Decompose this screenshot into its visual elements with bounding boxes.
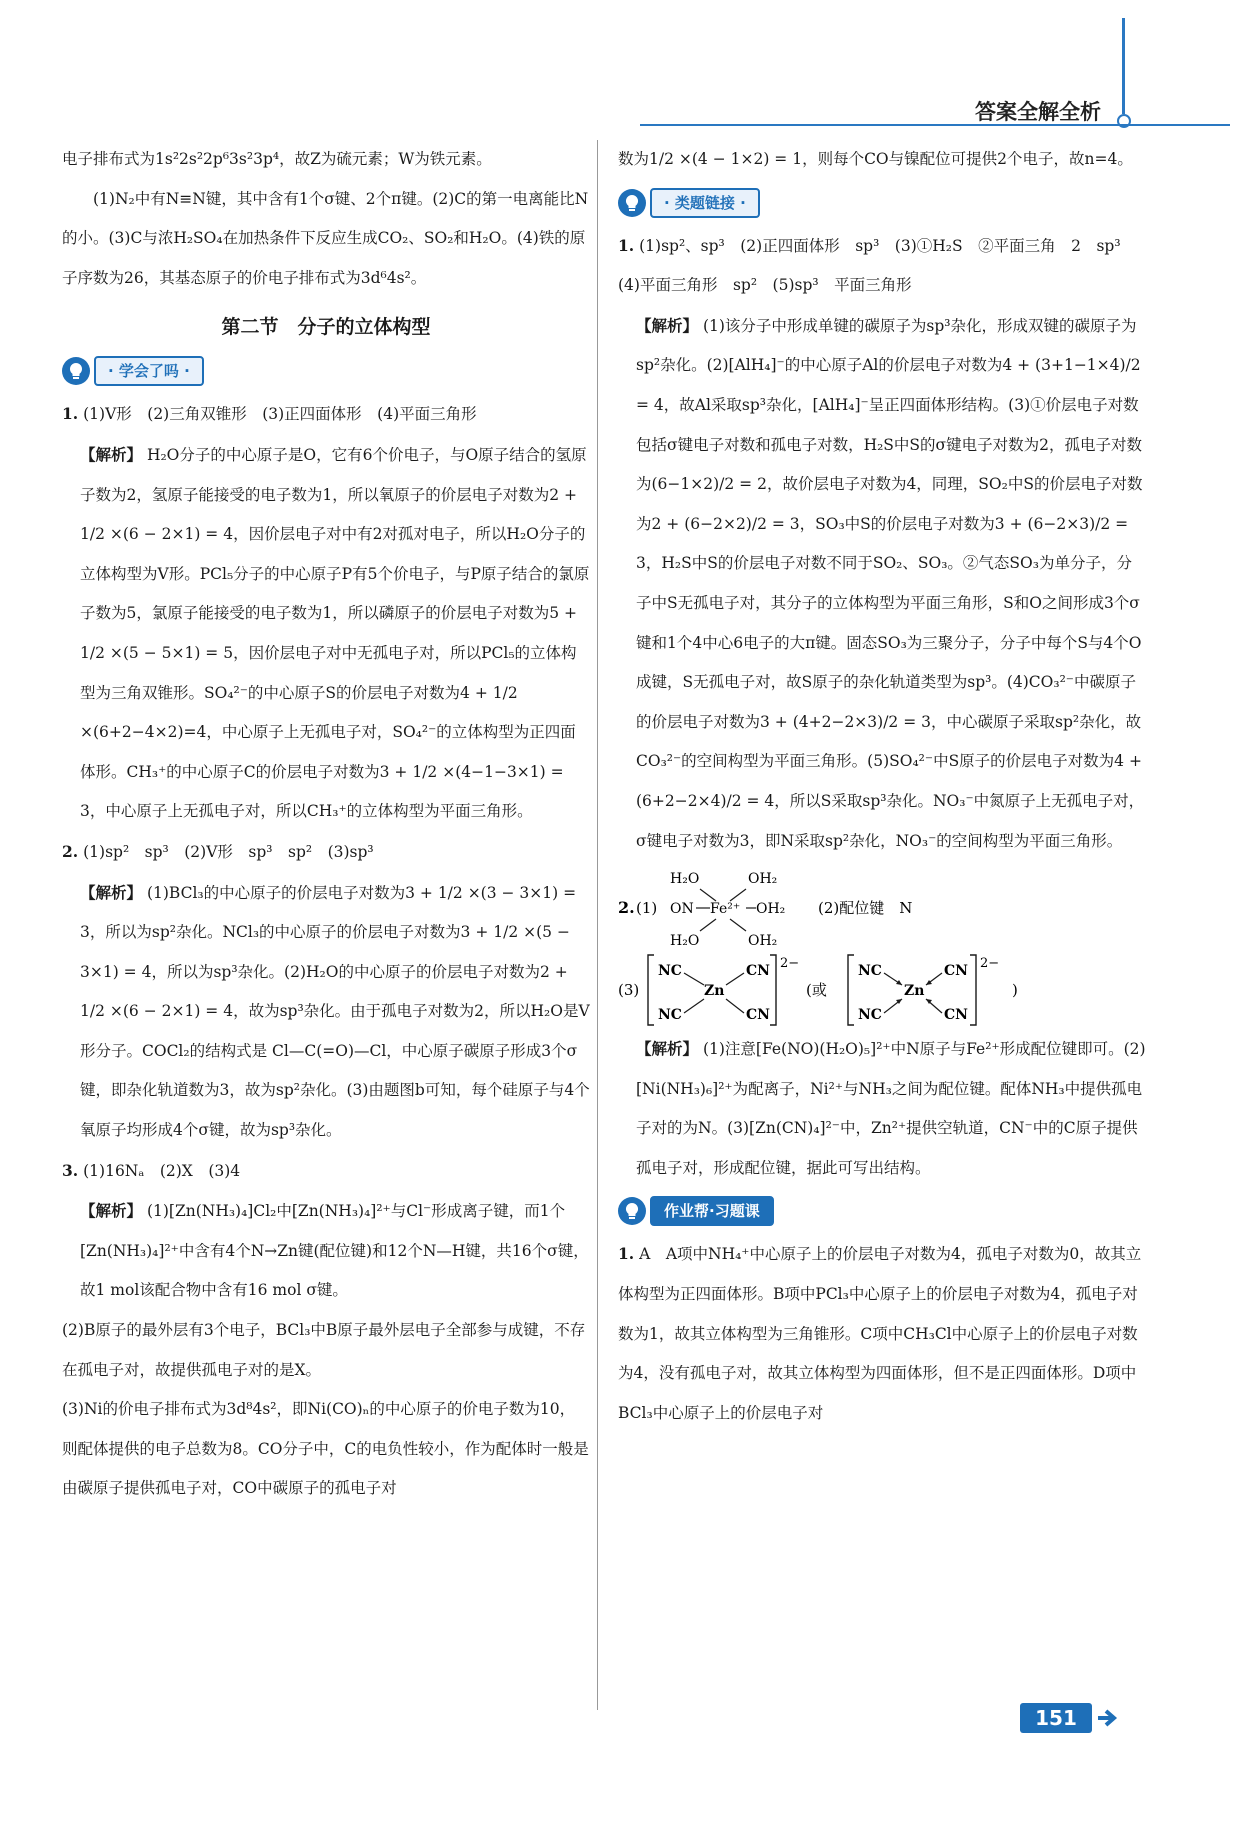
badge-label: 作业帮·习题课 — [650, 1196, 774, 1226]
question-number: 1. — [618, 1244, 635, 1264]
left-column — [62, 140, 590, 1509]
badge-label: · 类题链接 · — [650, 188, 760, 218]
question-1 — [62, 394, 590, 435]
analysis-tag: 【解析】 — [636, 1039, 699, 1059]
central-zn: Zn — [704, 983, 725, 1000]
ligand-top-left: H₂O — [670, 871, 700, 888]
lightbulb-icon — [618, 189, 646, 217]
analysis-tag: 【解析】 — [636, 315, 699, 335]
question-2 — [62, 832, 590, 873]
similar-question-1 — [618, 226, 1146, 306]
question-number: 1. — [618, 235, 635, 255]
analysis-text: (1)[Zn(NH₃)₄]Cl₂中[Zn(NH₃)₄]²⁺与Cl⁻形成离子键，而1个[Zn(NH₃)₄]²⁺中含有4个N→Zn键(配位键)和12个N—H键，共16个σ键，故1 mol该配合物中含有16 mol σ键。 — [80, 1202, 589, 1300]
similar-question-2-formula — [618, 861, 1146, 1029]
analysis-tag: 【解析】 — [80, 882, 143, 902]
cn-ligand: NC — [858, 963, 882, 980]
bracket-right — [970, 955, 976, 1025]
question-number: 1. — [62, 404, 79, 424]
ligand-bottom-left: H₂O — [670, 933, 700, 950]
similar-question-1-analysis — [618, 306, 1146, 861]
question-1-analysis — [62, 435, 590, 832]
bracket-right — [770, 955, 776, 1025]
question-number: 2. — [618, 898, 635, 918]
analysis-text: (1)BCl₃的中心原子的价层电子对数为3 + 1/2 ×(3 − 3×1) = 3，所以为sp²杂化。NCl₃的中心原子的价层电子对数为3 + 1/2 ×(5 − 3×1) = 4，所以为sp³杂化。(2)H₂O的中心原子的价层电子对数为2 + 1/2 ×(6 − 2×1) = 4，故为sp³杂化。由于孤电子对数为2，所以H₂O是V形分子。COCl₂的结构式是 Cl—C(=O)—Cl，中心原子碳原子形成3个σ键，即杂化轨道数为3，故为sp²杂化。(3)由题图b可知，每个硅原子与4个氧原子均形成4个σ键，故为sp³杂化。 — [80, 883, 590, 1140]
question-2-analysis — [62, 873, 590, 1151]
header-vertical-rule — [1122, 18, 1125, 114]
cn-ligand: CN — [746, 1007, 770, 1024]
homework-question-1 — [618, 1234, 1146, 1433]
ligand-left: ON — [670, 901, 694, 918]
bond-line — [730, 889, 746, 901]
intro-paragraph: (1)N₂中有N≡N键，其中含有1个σ键、2个π键。(2)C的第一电离能比N的小。(3)C与浓H₂SO₄在加热条件下反应生成CO₂、SO₂和H₂O。(4)铁的原子序数为26，其基态原子的价电子排布式为3d⁶4s²。 — [62, 189, 589, 287]
part-2-answer: (2)配位键 N — [818, 899, 913, 918]
similar-question-2-analysis — [618, 1029, 1146, 1188]
ligand-right: OH₂ — [756, 901, 786, 918]
analysis-text: (1)该分子中形成单键的碳原子为sp³杂化，形成双键的碳原子为sp²杂化。(2)[AlH₄]⁻的中心原子Al的价层电子对数为4 + (3+1−1×4)/2 = 4，故Al采取sp³杂化，[AlH₄]⁻呈正四面体形结构。(3)①价层电子对数包括σ键电子对数和孤电子对数，H₂S中S的σ键电子对数为2，孤电子对数为(6−1×2)/2 = 2，故价层电子对数为4，同理，SO₂中S的价层电子对数为2 + (6−2×2)/2 = 3，SO₃中S的价层电子对数为3 + (6−2×3)/2 = 3，H₂S中S的价层电子对数不同于SO₂、SO₃。②气态SO₃为单分子，分子中S无孤电子对，其分子的立体构型为平面三角形，S和O之间形成3个σ键和1个4中心6电子的大π键。固态SO₃为三聚分子，分子中每个S与4个O成键，S无孤电子对，故S原子的杂化轨道类型为sp³。(4)CO₃²⁻中碳原子的价层电子对数为3 + (4+2−2×3)/2 = 3，中心碳原子采取sp²杂化，故CO₃²⁻的空间构型为平面三角形。(5)SO₄²⁻中S原子的价层电子对数为4 + (6+2−2×4)/2 = 4，所以S采取sp³杂化。NO₃⁻中氮原子上无孤电子对，σ键电子对数为3，即N采取sp²杂化，NO₃⁻的空间构型为平面三角形。 — [636, 316, 1145, 850]
zn-complex-structure — [618, 953, 1146, 1028]
section-title: 第二节 分子的立体构型 — [221, 316, 431, 339]
part-label: (3) — [618, 981, 640, 1000]
right-column — [618, 140, 1146, 1433]
question-answer: (1)sp²、sp³ (2)正四面体形 sp³ (3)①H₂S ②平面三角 2 sp³ (4)平面三角形 sp² (5)sp³ 平面三角形 — [618, 236, 1137, 295]
badge-learned — [62, 354, 590, 388]
bracket-left — [648, 955, 654, 1025]
lightbulb-icon — [618, 1197, 646, 1225]
bond-line — [700, 889, 716, 901]
badge-homework — [618, 1194, 1146, 1228]
part-label: (1) — [636, 899, 658, 918]
page-arrow-icon — [1096, 1706, 1124, 1730]
continued-text: 数为1/2 ×(4 − 1×2) = 1，则每个CO与镍配位可提供2个电子，故n=4。 — [618, 150, 1133, 168]
analysis-tag: 【解析】 — [80, 444, 143, 464]
question-answer: (1)V形 (2)三角双锥形 (3)正四面体形 (4)平面三角形 — [83, 405, 477, 424]
or-text: (或 — [806, 981, 827, 1000]
bond-line — [730, 919, 746, 931]
running-header-title: 答案全解全析 — [975, 100, 1101, 124]
badge-label: · 学会了吗 · — [94, 356, 204, 386]
cn-ligand: CN — [746, 963, 770, 980]
analysis-text: H₂O分子的中心原子是O，它有6个价电子，与O原子结合的氢原子数为2，氢原子能接受的电子数为1，所以氧原子的价层电子对数为2 + 1/2 ×(6 − 2×1) = 4，因价层电子对中有2对孤对电子，所以H₂O分子的立体构型为V形。PCl₅分子的中心原子P有5个价电子，与P原子结合的氯原子数为5，氯原子能接受的电子数为1，所以磷原子的价层电子对数为5 + 1/2 ×(5 − 5×1) = 5，因价层电子对中无孤电子对，所以PCl₅的立体构型为三角双锥形。SO₄²⁻的中心原子S的价层电子对数为4 + 1/2 ×(6+2−4×2)=4，中心原子上无孤电子对，SO₄²⁻的立体构型为正四面体形。CH₃⁺的中心原子C的价层电子对数为3 + 1/2 ×(4−1−3×1) = 3，中心原子上无孤电子对，所以CH₃⁺的立体构型为平面三角形。 — [80, 445, 590, 821]
charge: 2− — [780, 956, 800, 972]
page-number: 151 — [1020, 1703, 1092, 1733]
central-zn: Zn — [904, 983, 925, 1000]
ligand-top-right: OH₂ — [748, 871, 778, 888]
bracket-left — [848, 955, 854, 1025]
close-paren: ) — [1012, 981, 1018, 1000]
question-answer: (1)sp² sp³ (2)V形 sp³ sp² (3)sp³ — [83, 842, 374, 861]
question-3-analysis — [62, 1191, 590, 1311]
badge-similar — [618, 186, 1146, 220]
question-answer: (1)16Nₐ (2)X (3)4 — [83, 1161, 241, 1180]
lightbulb-icon — [62, 357, 90, 385]
charge: 2− — [980, 956, 1000, 972]
ligand-bottom-right: OH₂ — [748, 933, 778, 950]
cn-ligand: NC — [658, 1007, 682, 1024]
analysis-tag: 【解析】 — [80, 1201, 143, 1221]
analysis-text: (1)注意[Fe(NO)(H₂O)₅]²⁺中N原子与Fe²⁺形成配位键即可。(2)[Ni(NH₃)₆]²⁺为配离子，Ni²⁺与NH₃之间为配位键。配体NH₃中提供孤电子对的为N。(3)[Zn(CN)₄]²⁻中，Zn²⁺提供空轨道，CN⁻中的C原子提供孤电子对，形成配位键，据此可写出结构。 — [636, 1040, 1146, 1177]
central-ion: Fe²⁺ — [710, 901, 741, 918]
cn-ligand: NC — [658, 963, 682, 980]
cn-ligand: NC — [858, 1007, 882, 1024]
question-number: 3. — [62, 1160, 79, 1180]
intro-line-1: 电子排布式为1s²2s²2p⁶3s²3p⁴，故Z为硫元素；W为铁元素。 — [62, 150, 492, 168]
fe-complex-structure — [618, 865, 1146, 955]
question-3-analysis-3: (3)Ni的价电子排布式为3d⁸4s²，即Ni(CO)ₙ的中心原子的价电子数为10，则配体提供的电子总数为8。CO分子中，C的电负性较小，作为配体时一般是由碳原子提供孤电子对，CO中碳原子的孤电子对 — [62, 1400, 589, 1498]
bond-line — [700, 919, 716, 931]
column-divider — [597, 140, 598, 1710]
question-text: A A项中NH₄⁺中心原子上的价层电子对数为4，孤电子对数为0，故其立体构型为正四面体形。B项中PCl₃中心原子上的价层电子对数为4，孤电子对数为1，故其立体构型为三角锥形。C项中CH₃Cl中心原子上的价层电子对数为4，没有孤电子对，故其立体构型为四面体形，但不是正四面体形。D项中BCl₃中心原子上的价层电子对 — [618, 1245, 1142, 1422]
question-number: 2. — [62, 841, 79, 861]
question-3-analysis-2: (2)B原子的最外层有3个电子，BCl₃中B原子最外层电子全部参与成键，不存在孤电子对，故提供孤电子对的是X。 — [62, 1321, 586, 1379]
header-horizontal-rule — [640, 124, 1230, 126]
cn-ligand: CN — [944, 963, 968, 980]
question-3 — [62, 1151, 590, 1192]
cn-ligand: CN — [944, 1007, 968, 1024]
